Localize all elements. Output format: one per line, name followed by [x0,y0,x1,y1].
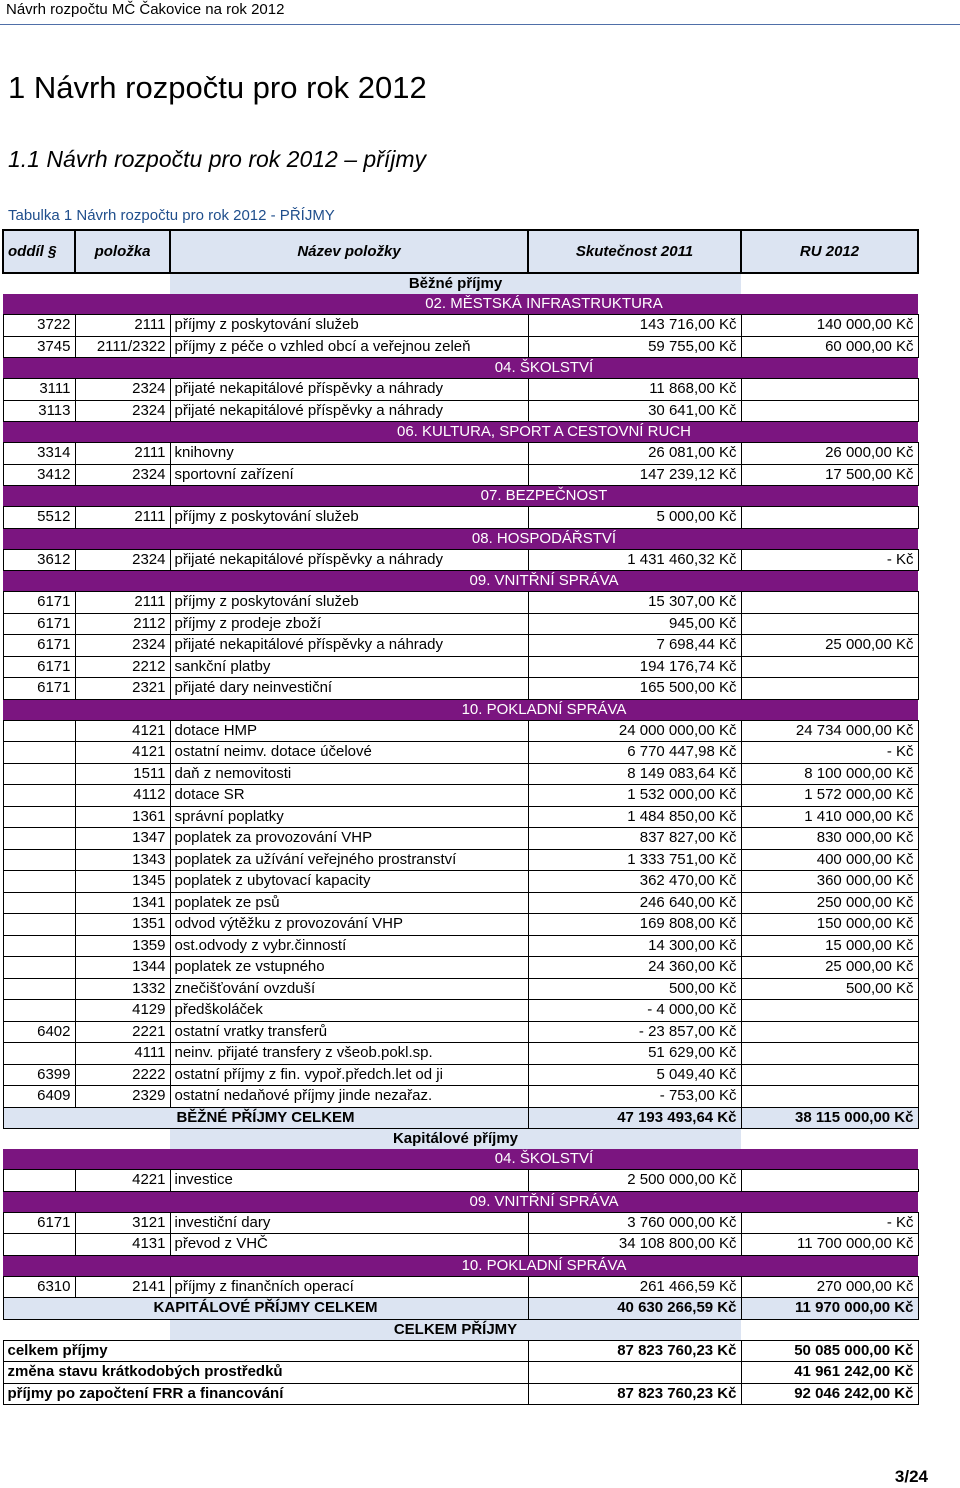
cell-ru [741,656,918,678]
section-label: 09. VNITŘNÍ SPRÁVA [170,571,918,592]
table-row [3,400,918,422]
table-row [3,336,918,358]
cell-polozka: 2222 [75,1064,170,1086]
column-header-polozka: položka [75,230,170,273]
cell-ru [741,1043,918,1065]
cell-ru: 140 000,00 Kč [741,315,918,337]
cell-ru: 830 000,00 Kč [741,828,918,850]
cell-polozka: 2212 [75,656,170,678]
section-spacer [3,1319,170,1340]
summary-label: celkem příjmy [3,1340,528,1362]
table-row [3,379,918,401]
cell-nazev: příjmy z prodeje zboží [170,613,528,635]
cell-ru [741,1086,918,1108]
table-row [3,935,918,957]
cell-ru: 17 500,00 Kč [741,464,918,486]
cell-skutecnost: 7 698,44 Kč [528,635,741,657]
cell-polozka: 2324 [75,549,170,571]
table-row [3,892,918,914]
cell-oddil [3,785,75,807]
table-body [3,273,918,1405]
cell-nazev: příjmy z poskytování služeb [170,592,528,614]
cell-ru: 270 000,00 Kč [741,1276,918,1298]
table-row [3,443,918,465]
cell-polozka: 2111/2322 [75,336,170,358]
cell-skutecnost: 59 755,00 Kč [528,336,741,358]
cell-ru: 1 410 000,00 Kč [741,806,918,828]
cell-polozka: 2321 [75,678,170,700]
table-header-row [3,230,918,273]
cell-polozka: 2111 [75,507,170,529]
cell-skutecnost: 5 000,00 Kč [528,507,741,529]
cell-skutecnost: 194 176,74 Kč [528,656,741,678]
cell-polozka: 1332 [75,978,170,1000]
total-row [3,1298,918,1320]
cell-nazev: knihovny [170,443,528,465]
summary-ru: 92 046 242,00 Kč [741,1383,918,1405]
cell-skutecnost: 362 470,00 Kč [528,871,741,893]
cell-polozka: 1343 [75,849,170,871]
cell-polozka: 2111 [75,315,170,337]
cell-nazev: poplatek ze psů [170,892,528,914]
section-spacer [3,486,170,507]
document-header: Návrh rozpočtu MČ Čakovice na rok 2012 [6,1,285,18]
section-spacer [3,699,170,720]
cell-skutecnost: 143 716,00 Kč [528,315,741,337]
cell-nazev: přijaté nekapitálové příspěvky a náhrady [170,635,528,657]
cell-ru [741,1064,918,1086]
cell-oddil: 5512 [3,507,75,529]
table-row [3,1234,918,1256]
heading-1: 1 Návrh rozpočtu pro rok 2012 [8,70,427,105]
section-spacer [741,273,918,294]
section-spacer [3,1255,170,1276]
table-row [3,1043,918,1065]
section-row [3,1255,918,1276]
column-header-skutecnost: Skutečnost 2011 [528,230,741,273]
cell-skutecnost: 945,00 Kč [528,613,741,635]
table-row [3,592,918,614]
summary-skutecnost [528,1362,741,1384]
cell-ru: - Kč [741,1212,918,1234]
cell-polozka: 1341 [75,892,170,914]
cell-polozka: 2324 [75,464,170,486]
section-spacer [3,273,170,294]
cell-polozka: 1345 [75,871,170,893]
table-row [3,1212,918,1234]
cell-ru [741,592,918,614]
cell-oddil: 6409 [3,1086,75,1108]
cell-oddil: 6399 [3,1064,75,1086]
cell-nazev: daň z nemovitosti [170,763,528,785]
cell-ru [741,1021,918,1043]
table-row [3,1000,918,1022]
cell-ru: 360 000,00 Kč [741,871,918,893]
section-label: 04. ŠKOLSTVÍ [170,1149,918,1170]
summary-skutecnost: 87 823 760,23 Kč [528,1383,741,1405]
cell-oddil: 6171 [3,678,75,700]
section-label: 07. BEZPEČNOST [170,486,918,507]
cell-ru: - Kč [741,742,918,764]
section-row [3,528,918,549]
cell-nazev: poplatek ze vstupného [170,957,528,979]
cell-nazev: neinv. přijaté transfery z všeob.pokl.sp. [170,1043,528,1065]
cell-oddil: 3113 [3,400,75,422]
cell-nazev: přijaté dary neinvestiční [170,678,528,700]
cell-oddil [3,935,75,957]
cell-skutecnost: 24 360,00 Kč [528,957,741,979]
cell-nazev: poplatek za užívání veřejného prostranství [170,849,528,871]
section-row [3,1191,918,1212]
table-row [3,849,918,871]
cell-polozka: 1361 [75,806,170,828]
cell-oddil [3,742,75,764]
cell-oddil: 3745 [3,336,75,358]
table-row [3,1086,918,1108]
cell-nazev: přijaté nekapitálové příspěvky a náhrady [170,549,528,571]
cell-skutecnost: 34 108 800,00 Kč [528,1234,741,1256]
cell-nazev: ostatní příjmy z fin. vypoř.předch.let od ji [170,1064,528,1086]
cell-oddil: 3314 [3,443,75,465]
cell-nazev: přijaté nekapitálové příspěvky a náhrady [170,379,528,401]
cell-oddil [3,978,75,1000]
cell-ru [741,678,918,700]
cell-nazev: odvod výtěžku z provozování VHP [170,914,528,936]
cell-polozka: 2324 [75,379,170,401]
page-number: 3/24 [894,1467,928,1486]
section-label: 10. POKLADNÍ SPRÁVA [170,1255,918,1276]
cell-ru: 500,00 Kč [741,978,918,1000]
cell-ru: 60 000,00 Kč [741,336,918,358]
section-row [3,294,918,315]
table-row [3,914,918,936]
section-label: 09. VNITŘNÍ SPRÁVA [170,1191,918,1212]
cell-nazev: ostatní nedaňové příjmy jinde nezařaz. [170,1086,528,1108]
cell-oddil: 3111 [3,379,75,401]
column-header-oddil: oddíl § [3,230,75,273]
cell-skutecnost: 51 629,00 Kč [528,1043,741,1065]
cell-oddil: 6171 [3,592,75,614]
column-header-nazev: Název položky [170,230,528,273]
table-row [3,656,918,678]
cell-nazev: příjmy z poskytování služeb [170,507,528,529]
budget-table [2,229,919,1405]
total-ru: 38 115 000,00 Kč [741,1107,918,1129]
section-row [3,273,918,294]
table-row [3,1064,918,1086]
cell-skutecnost: 2 500 000,00 Kč [528,1170,741,1192]
cell-oddil [3,914,75,936]
cell-skutecnost: 165 500,00 Kč [528,678,741,700]
cell-skutecnost: 261 466,59 Kč [528,1276,741,1298]
cell-skutecnost: 147 239,12 Kč [528,464,741,486]
cell-skutecnost: 500,00 Kč [528,978,741,1000]
section-spacer [3,294,170,315]
table-row [3,871,918,893]
total-skutecnost: 47 193 493,64 Kč [528,1107,741,1129]
summary-label: změna stavu krátkodobých prostředků [3,1362,528,1384]
cell-skutecnost: 1 532 000,00 Kč [528,785,741,807]
cell-nazev: investice [170,1170,528,1192]
table-row [3,315,918,337]
cell-skutecnost: 246 640,00 Kč [528,892,741,914]
table-row [3,613,918,635]
cell-nazev: poplatek za provozování VHP [170,828,528,850]
table-row [3,635,918,657]
cell-oddil: 6171 [3,635,75,657]
cell-oddil: 6402 [3,1021,75,1043]
section-spacer [3,528,170,549]
table-row [3,957,918,979]
cell-nazev: ost.odvody z vybr.činností [170,935,528,957]
cell-oddil: 3722 [3,315,75,337]
cell-skutecnost: 30 641,00 Kč [528,400,741,422]
cell-skutecnost: 1 484 850,00 Kč [528,806,741,828]
cell-polozka: 4131 [75,1234,170,1256]
cell-polozka: 1351 [75,914,170,936]
section-row [3,1149,918,1170]
cell-oddil: 6171 [3,613,75,635]
table-row [3,1276,918,1298]
cell-polozka: 2141 [75,1276,170,1298]
table-row [3,828,918,850]
total-label: BĚŽNÉ PŘÍJMY CELKEM [3,1107,528,1129]
section-label: 06. KULTURA, SPORT A CESTOVNÍ RUCH [170,422,918,443]
section-label: 02. MĚSTSKÁ INFRASTRUKTURA [170,294,918,315]
cell-ru [741,1170,918,1192]
cell-skutecnost: 169 808,00 Kč [528,914,741,936]
cell-nazev: dotace HMP [170,720,528,742]
section-spacer [3,571,170,592]
cell-oddil [3,849,75,871]
cell-polozka: 4112 [75,785,170,807]
cell-skutecnost: - 23 857,00 Kč [528,1021,741,1043]
section-row [3,699,918,720]
cell-polozka: 4121 [75,720,170,742]
cell-nazev: příjmy z péče o vzhled obcí a veřejnou zeleň [170,336,528,358]
cell-oddil [3,1000,75,1022]
cell-nazev: znečišťování ovzduší [170,978,528,1000]
cell-nazev: investiční dary [170,1212,528,1234]
cell-oddil [3,806,75,828]
section-row [3,486,918,507]
total-label: KAPITÁLOVÉ PŘÍJMY CELKEM [3,1298,528,1320]
cell-skutecnost: 8 149 083,64 Kč [528,763,741,785]
summary-row [3,1383,918,1405]
section-spacer [3,422,170,443]
cell-oddil: 6310 [3,1276,75,1298]
section-spacer [3,1191,170,1212]
cell-skutecnost: 3 760 000,00 Kč [528,1212,741,1234]
section-row [3,571,918,592]
cell-ru: 11 700 000,00 Kč [741,1234,918,1256]
cell-polozka: 4221 [75,1170,170,1192]
cell-polozka: 1344 [75,957,170,979]
summary-ru: 41 961 242,00 Kč [741,1362,918,1384]
cell-oddil [3,828,75,850]
cell-polozka: 2324 [75,400,170,422]
table-row [3,464,918,486]
cell-nazev: sankční platby [170,656,528,678]
summary-ru: 50 085 000,00 Kč [741,1340,918,1362]
cell-polozka: 2111 [75,592,170,614]
cell-polozka: 4129 [75,1000,170,1022]
cell-oddil: 6171 [3,656,75,678]
section-spacer [741,1129,918,1150]
heading-2: 1.1 Návrh rozpočtu pro rok 2012 – příjmy [8,146,427,172]
cell-ru [741,1000,918,1022]
cell-skutecnost: - 4 000,00 Kč [528,1000,741,1022]
cell-skutecnost: 11 868,00 Kč [528,379,741,401]
section-spacer [3,1129,170,1150]
cell-polozka: 1347 [75,828,170,850]
section-spacer [3,358,170,379]
cell-oddil [3,871,75,893]
section-row [3,358,918,379]
cell-skutecnost: 14 300,00 Kč [528,935,741,957]
cell-nazev: příjmy z poskytování služeb [170,315,528,337]
cell-oddil [3,957,75,979]
section-label: Kapitálové příjmy [170,1129,741,1150]
cell-polozka: 4111 [75,1043,170,1065]
section-label: CELKEM PŘÍJMY [170,1319,741,1340]
cell-ru: 400 000,00 Kč [741,849,918,871]
section-row [3,422,918,443]
cell-skutecnost: 15 307,00 Kč [528,592,741,614]
total-ru: 11 970 000,00 Kč [741,1298,918,1320]
cell-nazev: přijaté nekapitálové příspěvky a náhrady [170,400,528,422]
cell-skutecnost: 1 333 751,00 Kč [528,849,741,871]
cell-polozka: 2329 [75,1086,170,1108]
cell-skutecnost: 5 049,40 Kč [528,1064,741,1086]
cell-nazev: správní poplatky [170,806,528,828]
summary-row [3,1340,918,1362]
cell-nazev: ostatní neimv. dotace účelové [170,742,528,764]
table-row [3,785,918,807]
cell-skutecnost: 26 081,00 Kč [528,443,741,465]
cell-skutecnost: 1 431 460,32 Kč [528,549,741,571]
cell-oddil [3,1170,75,1192]
cell-polozka: 2111 [75,443,170,465]
cell-oddil [3,763,75,785]
cell-nazev: poplatek z ubytovací kapacity [170,871,528,893]
total-row [3,1107,918,1129]
cell-polozka: 2112 [75,613,170,635]
cell-skutecnost: 837 827,00 Kč [528,828,741,850]
table-row [3,720,918,742]
cell-ru: 24 734 000,00 Kč [741,720,918,742]
cell-ru [741,379,918,401]
cell-skutecnost: 6 770 447,98 Kč [528,742,741,764]
cell-ru: 26 000,00 Kč [741,443,918,465]
cell-nazev: sportovní zařízení [170,464,528,486]
cell-ru: 8 100 000,00 Kč [741,763,918,785]
cell-polozka: 4121 [75,742,170,764]
header-divider [0,24,960,25]
cell-oddil [3,1234,75,1256]
cell-ru [741,613,918,635]
cell-oddil: 6171 [3,1212,75,1234]
section-label: 10. POKLADNÍ SPRÁVA [170,699,918,720]
table-row [3,1170,918,1192]
section-row [3,1129,918,1150]
cell-oddil [3,892,75,914]
table-row [3,507,918,529]
cell-skutecnost: 24 000 000,00 Kč [528,720,741,742]
table-caption: Tabulka 1 Návrh rozpočtu pro rok 2012 - PŘÍJMY [8,207,335,224]
cell-polozka: 2324 [75,635,170,657]
table-row [3,1021,918,1043]
total-skutecnost: 40 630 266,59 Kč [528,1298,741,1320]
table-row [3,549,918,571]
cell-nazev: převod z VHČ [170,1234,528,1256]
cell-ru [741,507,918,529]
column-header-ru: RU 2012 [741,230,918,273]
section-row [3,1319,918,1340]
section-label: 08. HOSPODÁŘSTVÍ [170,528,918,549]
cell-ru [741,400,918,422]
table-row [3,806,918,828]
cell-oddil [3,720,75,742]
cell-polozka: 1359 [75,935,170,957]
cell-ru: - Kč [741,549,918,571]
section-label: 04. ŠKOLSTVÍ [170,358,918,379]
cell-ru: 1 572 000,00 Kč [741,785,918,807]
table-row [3,742,918,764]
cell-polozka: 2221 [75,1021,170,1043]
cell-oddil [3,1043,75,1065]
summary-row [3,1362,918,1384]
cell-oddil: 3612 [3,549,75,571]
summary-skutecnost: 87 823 760,23 Kč [528,1340,741,1362]
cell-ru: 25 000,00 Kč [741,957,918,979]
section-label: Běžné příjmy [170,273,741,294]
cell-oddil: 3412 [3,464,75,486]
summary-label: příjmy po započtení FRR a financování [3,1383,528,1405]
table-row [3,978,918,1000]
cell-ru: 15 000,00 Kč [741,935,918,957]
cell-ru: 250 000,00 Kč [741,892,918,914]
section-spacer [3,1149,170,1170]
cell-polozka: 3121 [75,1212,170,1234]
section-spacer [741,1319,918,1340]
table-row [3,678,918,700]
cell-nazev: příjmy z finančních operací [170,1276,528,1298]
cell-ru: 25 000,00 Kč [741,635,918,657]
cell-polozka: 1511 [75,763,170,785]
cell-ru: 150 000,00 Kč [741,914,918,936]
cell-nazev: ostatní vratky transferů [170,1021,528,1043]
table-row [3,763,918,785]
cell-skutecnost: - 753,00 Kč [528,1086,741,1108]
cell-nazev: předškoláček [170,1000,528,1022]
cell-nazev: dotace SR [170,785,528,807]
